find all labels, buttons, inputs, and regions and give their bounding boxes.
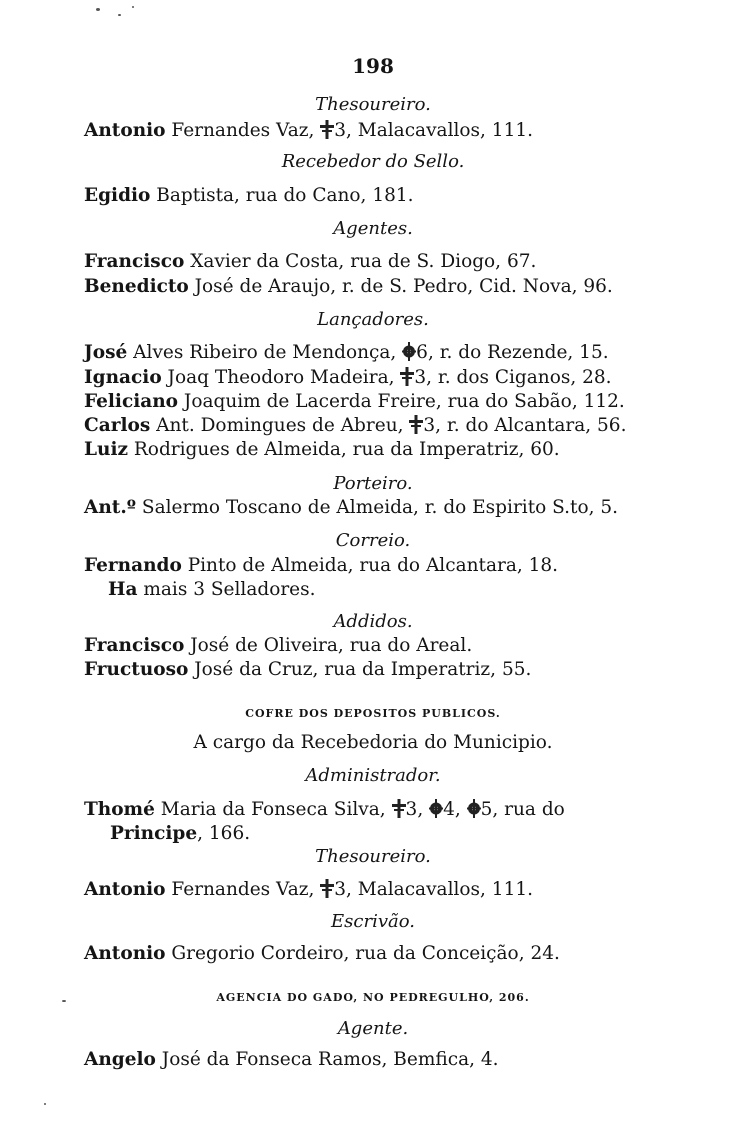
entry-text: Fernandes Vaz, — [165, 120, 315, 141]
entry-line — [84, 341, 746, 365]
entry-text: 4, — [443, 799, 461, 820]
entry-name: Luiz — [84, 439, 128, 460]
entry-text: José de Araujo, r. de S. Pedro, Cid. Nova, 96. — [188, 276, 613, 297]
entry-text: Fernandes Vaz, — [165, 879, 315, 900]
entry-text: 3, r. dos Ciganos, 28. — [414, 367, 612, 388]
entry-text: 5, rua do — [480, 799, 565, 820]
heading-porteiro: Porteiro. — [333, 473, 413, 494]
section-caps-heading: AGENCIA DO GADO, NO PEDREGULHO, 206. — [216, 991, 530, 1004]
heading-agente: Agente. — [337, 1018, 409, 1039]
order-cross-icon — [392, 799, 406, 818]
entry-line — [84, 184, 746, 208]
entry-text: Salermo Toscano de Almeida, r. do Espirito S.to, 5. — [136, 497, 619, 518]
section-caps-heading: COFRE DOS DEPOSITOS PUBLICOS. — [245, 707, 501, 720]
entry-text: Alves Ribeiro de Mendonça, — [127, 342, 397, 363]
heading-recebedor: Recebedor do Sello. — [281, 151, 465, 172]
entry-line — [84, 798, 746, 822]
entry-text: José de Oliveira, rua do Areal. — [184, 635, 473, 656]
heading-thesoureiro: Thesoureiro. — [315, 94, 431, 115]
order-cross-icon — [400, 367, 414, 386]
heading-lancadores: Lançadores. — [317, 309, 429, 330]
page-number: 198 — [352, 54, 394, 78]
entry-text: 3, Malacavallos, 111. — [334, 120, 533, 141]
order-rose-icon — [467, 799, 481, 818]
entry-name: Thomé — [84, 799, 155, 820]
entry-name: Fructuoso — [84, 659, 189, 680]
entry-name: Principe — [110, 823, 198, 844]
entry-name: Benedicto — [84, 276, 189, 297]
entry-line — [84, 119, 746, 143]
entry-text: 6, r. do Rezende, 15. — [416, 342, 609, 363]
entry-text: Gregorio Cordeiro, rua da Conceição, 24. — [165, 943, 560, 964]
order-cross-icon — [320, 120, 334, 139]
scan-speck — [132, 6, 134, 8]
entry-text: 3, r. do Alcantara, 56. — [423, 415, 627, 436]
entry-name: Egidio — [84, 185, 151, 206]
entry-name: Carlos — [84, 415, 151, 436]
entry-name: Ignacio — [84, 367, 162, 388]
entry-text: Pinto de Almeida, rua do Alcantara, 18. — [181, 555, 559, 576]
heading-correio: Correio. — [335, 530, 411, 551]
entry-line — [110, 822, 746, 846]
entry-line — [84, 554, 746, 578]
entry-name: Antonio — [84, 943, 166, 964]
entry-line — [84, 658, 746, 682]
scan-speck — [62, 1000, 66, 1002]
entry-line — [108, 578, 746, 602]
entry-line — [84, 438, 746, 462]
entry-line — [84, 250, 746, 274]
entry-text: Maria da Fonseca Silva, — [154, 799, 386, 820]
entry-name: Ha — [108, 579, 138, 600]
order-cross-icon — [320, 879, 334, 898]
entry-name: José — [84, 342, 128, 363]
entry-name: Antonio — [84, 879, 166, 900]
entry-line — [84, 414, 746, 438]
scan-speck — [44, 1103, 46, 1105]
heading-agentes: Agentes. — [333, 218, 413, 239]
entry-text: mais 3 Selladores. — [137, 579, 316, 600]
scan-speck — [118, 14, 121, 16]
entry-name: Francisco — [84, 635, 185, 656]
entry-text: Ant. Domingues de Abreu, — [150, 415, 404, 436]
entry-line — [84, 275, 746, 299]
entry-text: 3, — [405, 799, 424, 820]
heading-escrivao: Escrivão. — [331, 911, 415, 932]
entry-line — [84, 390, 746, 414]
entry-line — [84, 366, 746, 390]
entry-text: Xavier da Costa, rua de S. Diogo, 67. — [184, 251, 537, 272]
entry-name: Francisco — [84, 251, 185, 272]
entry-text: 3, Malacavallos, 111. — [334, 879, 533, 900]
entry-text: Joaq Theodoro Madeira, — [161, 367, 395, 388]
order-rose-icon — [402, 342, 416, 361]
heading-thesoureiro: Thesoureiro. — [315, 846, 431, 867]
entry-text: José da Cruz, rua da Imperatriz, 55. — [188, 659, 532, 680]
entry-text: Joaquim de Lacerda Freire, rua do Sabão, 112. — [178, 391, 625, 412]
entry-name: Fernando — [84, 555, 182, 576]
entry-name: Antonio — [84, 120, 166, 141]
heading-administrador: Administrador. — [305, 765, 441, 786]
entry-line — [84, 942, 746, 966]
entry-name: Feliciano — [84, 391, 179, 412]
entry-line — [84, 878, 746, 902]
entry-line — [84, 1048, 746, 1072]
order-rose-icon — [429, 799, 443, 818]
entry-text: Baptista, rua do Cano, 181. — [150, 185, 414, 206]
entry-line — [84, 634, 746, 658]
entry-text: Rodrigues de Almeida, rua da Imperatriz, 60. — [128, 439, 560, 460]
plain-line: A cargo da Recebedoria do Municipio. — [193, 732, 553, 753]
order-cross-icon — [409, 415, 423, 434]
entry-name: Angelo — [84, 1049, 156, 1070]
entry-line — [84, 496, 746, 520]
scan-speck — [96, 8, 100, 11]
entry-text: , 166. — [197, 823, 251, 844]
heading-addidos: Addidos. — [333, 611, 413, 632]
entry-text: José da Fonseca Ramos, Bemfica, 4. — [155, 1049, 499, 1070]
entry-name: Ant.º — [84, 497, 137, 518]
